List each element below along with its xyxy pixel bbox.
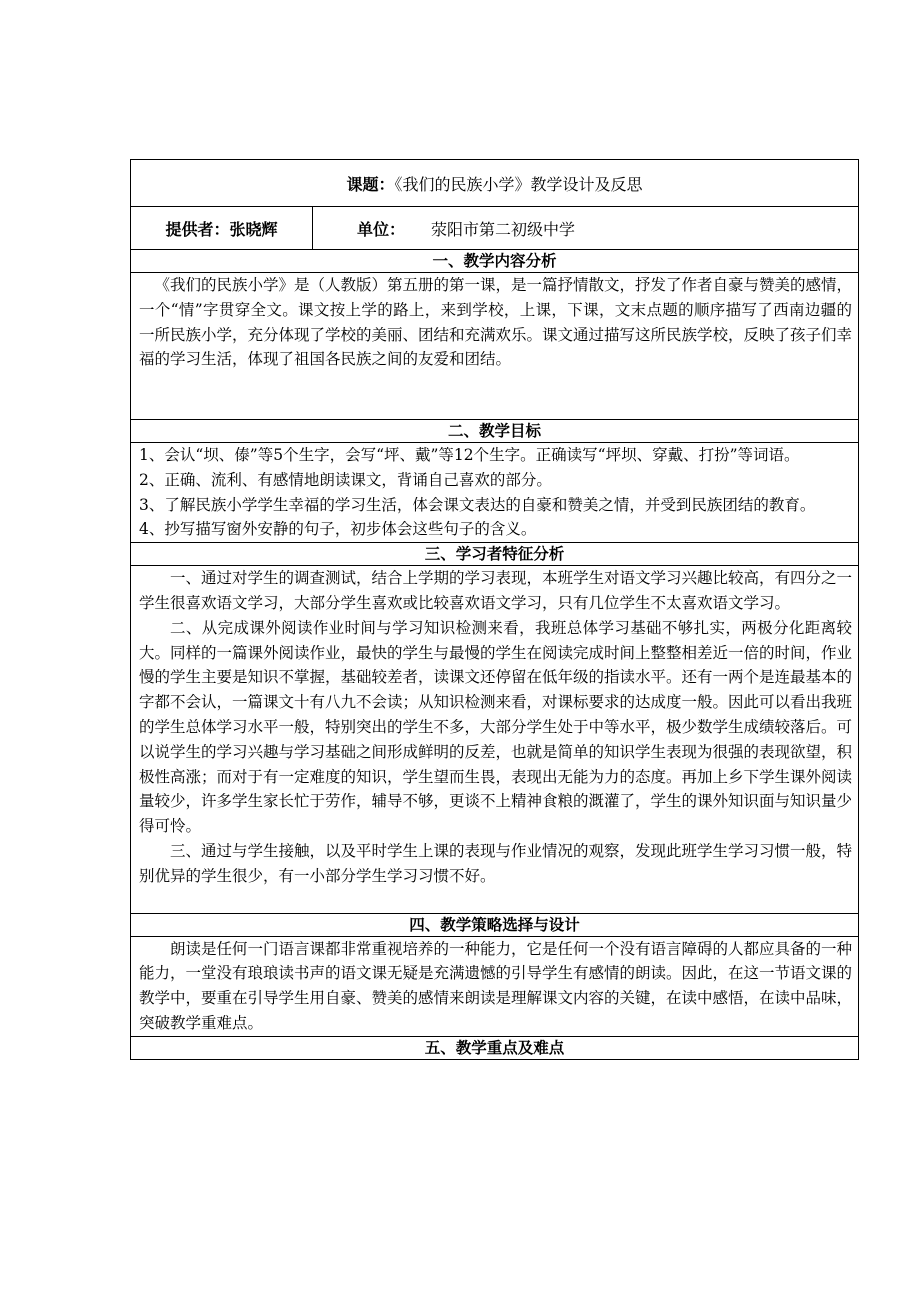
title-row <box>131 160 859 207</box>
section-1-body-row <box>131 273 859 420</box>
section-3-body-row <box>131 566 859 913</box>
goal-item: 1、会认“坝、傣”等5个生字，会写“坪、戴”等12个生字。正确读写“坪坝、穿戴、打扮”等词语。 <box>139 446 800 464</box>
goal-item: 2、正确、流利、有感情地朗读课文，背诵自己喜欢的部分。 <box>139 470 552 489</box>
unit-value: 荥阳市第二初级中学 <box>431 219 576 239</box>
lesson-plan-table <box>130 159 859 1060</box>
section-1-heading-row <box>131 250 859 273</box>
section-5-heading-row <box>131 1036 859 1059</box>
section-body <box>131 443 859 543</box>
section-body <box>131 273 859 420</box>
paragraph: 一、通过对学生的调查测试，结合上学期的学习表现，本班学生对语文学习兴趣比较高，有四分之一学生很喜欢语文学习，大部分学生喜欢或比较喜欢语文学习，只有几位学生不太喜欢语文学习。 <box>139 569 853 612</box>
section-heading: 四、教学策略选择与设计 <box>131 913 859 936</box>
section-heading: 五、教学重点及难点 <box>131 1036 859 1059</box>
unit-label: 单位： <box>357 219 406 239</box>
goal-item: 3、了解民族小学学生幸福的学习生活，体会课文表达的自豪和赞美之情，并受到民族团结的教育。 <box>139 495 816 514</box>
provider-cell <box>131 207 313 250</box>
paragraph: 《我们的民族小学》是（人教版）第五册的第一课，是一篇抒情散文，抒发了作者自豪与赞美的感情，一个“情”字贯穿全文。课文按上学的路上，来到学校，上课，下课，文末点题的顺序描写了西南边疆的一所民族小学，充分体现了学校的美丽、团结和充满欢乐。课文通过描写这所民族学校，反映了孩子们幸福的学习生活，体现了祖国各民族之间的友爱和团结。 <box>139 276 853 369</box>
section-heading: 二、教学目标 <box>131 420 859 443</box>
info-row <box>131 207 859 250</box>
lesson-plan-sheet <box>130 159 858 1060</box>
provider-text: 提供者：张晓辉 <box>165 219 278 239</box>
paragraph: 二、从完成课外阅读作业时间与学习知识检测来看，我班总体学习基础不够扎实，两极分化距离较大。同样的一篇课外阅读作业，最快的学生与最慢的学生在阅读完成时间上整整相差近一倍的时间，作业慢的学生主要是知识不掌握，基础较差者，读课文还停留在低年级的指读水平。还有一两个是连最基本的字都不会认，一篇课文十有八九不会读；从知识检测来看，对课标要求的达成度一般。因此可以看出我班的学生总体学习水平一般，特别突出的学生不多，大部分学生处于中等水平，极少数学生成绩较落后。可以说学生的学习兴趣与学习基础之间形成鲜明的反差，也就是简单的知识学生表现为很强的表现欲望，积极性高涨；而对于有一定难度的知识，学生望而生畏，表现出无能为力的态度。再加上乡下学生课外阅读量较少，许多学生家长忙于劳作，辅导不够，更谈不上精神食粮的溉灌了，学生的课外知识面与知识量少得可怜。 <box>139 618 853 836</box>
goal-item: 4、抄写描写窗外安静的句子，初步体会这些句子的含义。 <box>139 520 537 539</box>
section-4-heading-row <box>131 913 859 936</box>
unit-cell <box>313 207 859 250</box>
section-4-body-row <box>131 936 859 1036</box>
section-2-body-row <box>131 443 859 543</box>
section-body <box>131 936 859 1036</box>
paragraph: 朗读是任何一门语言课都非常重视培养的一种能力，它是任何一个没有语言障碍的人都应具备的一种能力，一堂没有琅琅读书声的语文课无疑是充满遗憾的引导学生有感情的朗读。因此，在这一节语文课的教学中，要重在引导学生用自豪、赞美的感情来朗读是理解课文内容的关键，在读中感悟，在读中品味，突破教学重难点。 <box>139 939 853 1032</box>
section-heading: 三、学习者特征分析 <box>131 543 859 566</box>
paragraph: 三、通过与学生接触，以及平时学生上课的表现与作业情况的观察，发现此班学生学习习惯一般，特别优异的学生很少，有一小部分学生学习习惯不好。 <box>139 841 853 885</box>
section-body <box>131 566 859 913</box>
section-3-heading-row <box>131 543 859 566</box>
title-text: 《我们的民族小学》教学设计及反思 <box>394 174 643 194</box>
title-cell <box>131 160 859 207</box>
title-label: 课题： <box>346 174 395 194</box>
section-2-heading-row <box>131 420 859 443</box>
section-heading: 一、教学内容分析 <box>131 250 859 273</box>
